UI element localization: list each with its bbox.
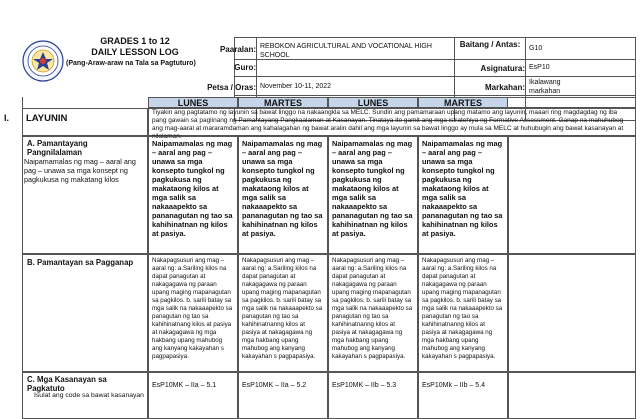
row-b-cell: Nakapagsusuri ang mag – aaral ng: a.Sariling kilos na dapat panagutan at nakagagawa ng paraan upang maging mapanagutan sa pagkilos. b. sarili batay sa mga salik na nakaaapekto sa panagutan ng tao sa kahihinatnanng kilos at pasiya at nakagagawa ng mga hakbang upang mahubog ang kanyang kakayahan s pagpapasiya.	[418, 254, 508, 372]
row-a-cell: Naipamamalas ng mag – aaral ang pag – unawa sa mga konsepto tungkol ng pagkukusa ng makataong kilos at mga salik sa nakaaapekto sa pananagutan ng tao sa kahihinatnan ng kilos at pasiya.	[238, 136, 328, 254]
baitang-label: Baitang / Antas:	[459, 40, 521, 49]
section-title: LAYUNIN	[26, 113, 68, 124]
row-c-cell: EsP10MK – IIb – 5.3	[328, 372, 418, 419]
day-header: MARTES	[238, 97, 328, 108]
section-note: Tiyakin ang pagtatamo ng layunin sa bawat linggo na nakaangkla sa MELC. Sundin ang pamamaraan upang matamo ang layunin, maaari ring magdagdag ng iba pang gawain sa paglinang ng Pamantayang Pangkaalaman at Kasanayan. Tinataya ito gamit ang mga istratehiya ng Formative Assessment. Ganap na mahuhubog ang mag-aaral at mararamdaman ang kahalagahan ng bawat aralin dahil ang mga layunin sa bawat linggo ay mula sa MELC at huhubugin ang bawat kasanayan at nilalaman.	[148, 108, 636, 136]
row-c-cell: EsP10Mk – IIb – 5.4	[418, 372, 508, 419]
paaralan-label: Paaralan:	[219, 45, 256, 54]
row-b-cell: Nakapagsusuri ang mag – aaral ng: a.Sariling kilos na dapat panagutan at nakagagawa ng paraan upang maging mapanagutan sa pagkilos. b. sarili batay sa mga salik na nakaaapekto sa panagutan ng tao sa kahihinatnanng kilos at pasiya at nakagagawa ng mga hakbang upang mahubog ang kanyang kakayahan s pagpapasiya.	[328, 254, 418, 372]
guro-label: Guro:	[234, 63, 256, 72]
row-a-cell: Naipamamalas ng mag – aaral ang pag – unawa sa mga konsepto tungkol ng pagkukusa ng makataong kilos at mga salik sa nakaaapekto sa pananagutan ng tao sa kahihinatnan ng kilos at pasiya.	[328, 136, 418, 254]
row-c-cell: EsP10MK – IIa – 5.1	[148, 372, 238, 419]
grades-label: GRADES 1 to 12	[100, 36, 170, 46]
petsa-label: Petsa / Oras:	[207, 83, 256, 92]
baitang-value: G10	[529, 45, 543, 52]
day-header: MARTES	[418, 97, 508, 108]
row-a-left-text: Naipamamalas ng mag – aaral ang pag – unawa sa mga konsept ng pagkukusa ng makatang kilos	[24, 157, 136, 184]
petsa-value: November 10-11, 2022	[260, 83, 332, 90]
markahan-value: Ikalawang markahan	[529, 79, 561, 95]
row-c-label: C. Mga Kasanayan sa Pagkatuto	[27, 375, 107, 393]
deped-seal-icon	[22, 40, 64, 82]
row-a-cell: Naipamamalas ng mag – aaral ang pag – unawa sa mga konsepto tungkol ng pagkukusa ng makataong kilos at mga salik sa nakaaapekto sa pananagutan ng tao sa kahihinatnan ng kilos at pasiya.	[418, 136, 508, 254]
day-header: LUNES	[328, 97, 418, 108]
row-c-cell: EsP10MK – IIa – 5.2	[238, 372, 328, 419]
section-number: I.	[4, 113, 10, 123]
row-c-sub: Isulat ang code sa bawat kasanayan	[34, 392, 144, 399]
asignatura-value: EsP10	[529, 64, 550, 71]
row-a-cell: Naipamamalas ng mag – aaral ang pag – unawa sa mga konsepto tungkol ng pagkukusa ng makataong kilos at mga salik sa nakaaapekto sa pananagutan ng tao sa kahihinatnan ng kilos at pasiya.	[148, 136, 238, 254]
dll-title: DAILY LESSON LOG	[91, 47, 179, 57]
dll-subtitle: (Pang-Araw-araw na Tala sa Pagtuturo)	[66, 60, 196, 67]
row-b-label: B. Pamantayan sa Pagganap	[27, 258, 134, 267]
paaralan-value: REBOKON AGRICULTURAL AND VOCATIONAL HIGH SCHOOL	[260, 43, 432, 59]
markahan-label: Markahan:	[484, 83, 525, 92]
row-b-cell: Nakapagsusuri ang mag – aaral ng: a.Sariling kilos na dapat panagutan at nakagagawa ng paraan upang maging mapanagutan sa pagkilos. b. sarili batay sa mga salik na nakaaapekto sa panagutan ng tao sa kahihinatnang kilos at pasiya at nakagagawa ng mga hakbang upang mahubog ang kanyang kakayahan s pagpapasiya.	[148, 254, 238, 372]
day-header: LUNES	[148, 97, 238, 108]
asignatura-label: Asignatura:	[480, 64, 525, 73]
row-b-cell: Nakapagsusuri ang mag – aaral ng: a.Sariling kilos na dapat panagutan at nakagagawa ng paraan upang maging mapanagutan sa pagkilos. b. sarili batay sa mga salik na nakaaapekto sa panagutan ng tao sa kahihinatnanng kilos at pasiya at nakagagawa ng mga hakbang upang mahubog ang kanyang kakayahan s pagpapasiya.	[238, 254, 328, 372]
row-a-label: A. Pamantayang Pangnilalaman	[27, 139, 88, 157]
